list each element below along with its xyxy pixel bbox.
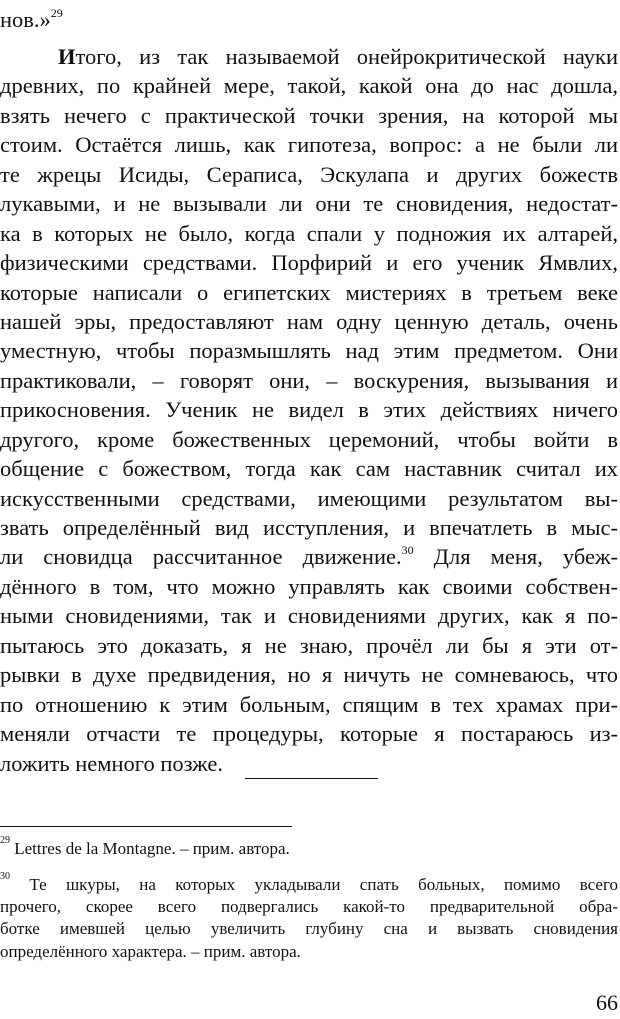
- paragraph-line: звать определённый вид исступления, и впечатлеть в мыс-: [0, 515, 618, 540]
- paragraph-line: другого, кроме божественных церемоний, чтобы войти в: [0, 426, 618, 452]
- paragraph-line: практиковали, – говорят они, – воскурения, вызывания и: [0, 367, 618, 393]
- footnote-30: [0, 871, 619, 963]
- continued-quote-line: [0, 6, 63, 34]
- paragraph-line: уместную, чтобы поразмышлять над этим предметом. Они: [0, 338, 618, 364]
- paragraph-line: те жрецы Исиды, Сераписа, Эскулапа и других божеств: [0, 161, 618, 187]
- footnote-text: ботке имевшей целью увеличить глубину сна и вызвать сновидения: [0, 919, 618, 939]
- paragraph-line: ложить немного позже.: [0, 750, 223, 776]
- section-separator: [245, 778, 378, 779]
- paragraph-line: ными сновидениями, так и сновидениями других, как я по-: [0, 603, 618, 629]
- paragraph-line: дённого в том, что можно управлять как своими собствен-: [0, 573, 618, 599]
- paragraph-line: физическими средствами. Порфирий и его ученик Ямвлих,: [0, 250, 618, 276]
- footnote-number: 30: [0, 871, 10, 883]
- footnote-ref-29: 29: [50, 5, 63, 20]
- drop-cap: И: [58, 44, 76, 69]
- footnote-ref-30: 30: [401, 542, 414, 557]
- paragraph-line: общение с божеством, тогда как сам наставник считал их: [0, 456, 618, 482]
- paragraph-line: взять нечего с практической точки зрения, на которой мы: [0, 102, 618, 128]
- paragraph-line: Итого, из так называемой онейрокритической науки: [58, 44, 618, 69]
- footnote-text: Lettres de la Montagne. – прим. автора.: [14, 839, 290, 858]
- paragraph-line: ли сновидца рассчитанное движение.$^{30}$ Для меня, убеж-: [0, 542, 618, 570]
- footnote-text: определённого характера. – прим. автора.: [0, 941, 301, 961]
- paragraph-line: пытаюсь это доказать, я не знаю, прочёл ли бы я эти от-: [0, 632, 618, 658]
- footnote-number: 29: [0, 835, 10, 847]
- paragraph-line: древних, по крайней мере, такой, какой она до нас дошла,: [0, 73, 618, 99]
- paragraph-line: которые написали о египетских мистериях в третьем веке: [0, 279, 618, 305]
- footnote-text: прочего, скорее всего подвергались какой-то предварительной обра-: [0, 897, 618, 917]
- paragraph-line: ка в которых не было, когда спали у подножия их алтарей,: [0, 220, 618, 246]
- footnote-29: [0, 835, 618, 862]
- continued-quote-text: нов.»: [0, 7, 51, 32]
- paragraph-line: меняли отчасти те процедуры, которые я постараюсь из-: [0, 721, 618, 747]
- paragraph-line: стоим. Остаётся лишь, как гипотеза, вопрос: а не были ли: [0, 132, 618, 158]
- page-number: 66: [596, 990, 618, 1015]
- paragraph-line: лукавыми, и не вызывали ли они те сновидения, недостат-: [0, 191, 618, 217]
- paragraph-line: нашей эры, предоставляют нам одну ценную деталь, очень: [0, 308, 618, 334]
- footnote-text: Те шкуры, на которых укладывали спать больных, помимо всего: [29, 875, 619, 894]
- paragraph-line: прикосновения. Ученик не видел в этих действиях ничего: [0, 397, 618, 423]
- paragraph-line: рывки в духе предвидения, но я ничуть не сомневаюсь, что: [0, 662, 618, 688]
- footnote-rule: [0, 826, 292, 827]
- paragraph-line: искусственными средствами, имеющими результатом вы-: [0, 485, 618, 511]
- footnotes: [0, 835, 619, 963]
- body-paragraph: [0, 42, 618, 778]
- paragraph-line: по отношению к этим больным, спящим в тех храмах при-: [0, 691, 618, 717]
